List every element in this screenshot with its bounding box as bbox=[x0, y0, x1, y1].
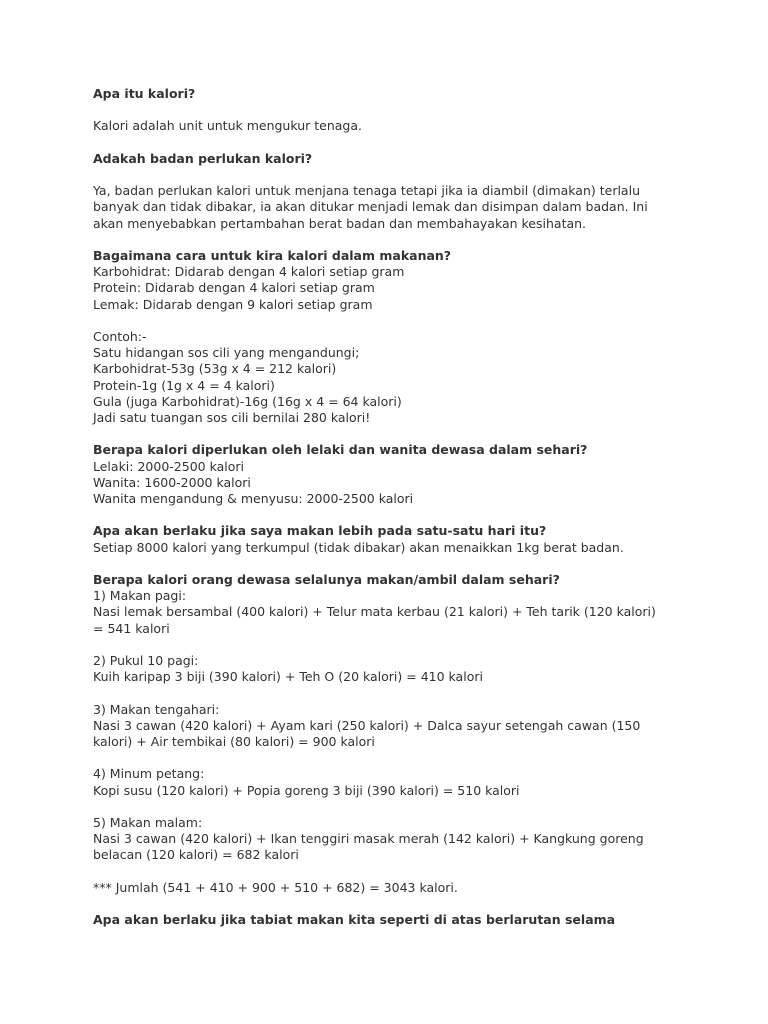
meal-line: Nasi lemak bersambal (400 kalori) + Telur mata kerbau (21 kalori) + Teh tarik (120 kalori) bbox=[93, 604, 656, 620]
list-item: Protein: Didarab dengan 4 kalori setiap gram bbox=[93, 280, 375, 296]
heading-body-needs-calorie: Adakah badan perlukan kalori? bbox=[93, 150, 313, 166]
list-item: Wanita: 1600-2000 kalori bbox=[93, 474, 251, 490]
heading-typical-intake: Berapa kalori orang dewasa selalunya makan/ambil dalam sehari? bbox=[93, 571, 560, 587]
meal-line: Nasi 3 cawan (420 kalori) + Ikan tenggiri masak merah (142 kalori) + Kangkung goreng bbox=[93, 831, 644, 847]
meal-line: Kopi susu (120 kalori) + Popia goreng 3 biji (390 kalori) = 510 kalori bbox=[93, 782, 520, 798]
meal-title: 5) Makan malam: bbox=[93, 814, 203, 830]
heading-how-to-count: Bagaimana cara untuk kira kalori dalam makanan? bbox=[93, 247, 452, 263]
example-line: Karbohidrat-53g (53g x 4 = 212 kalori) bbox=[93, 361, 337, 377]
meal-line: = 541 kalori bbox=[93, 620, 170, 636]
list-item: Karbohidrat: Didarab dengan 4 kalori setiap gram bbox=[93, 264, 405, 280]
paragraph-line: banyak dan tidak dibakar, ia akan ditukar menjadi lemak dan disimpan dalam badan. Ini bbox=[93, 199, 648, 215]
heading-overeating: Apa akan berlaku jika saya makan lebih pada satu-satu hari itu? bbox=[93, 523, 547, 539]
paragraph-line: Ya, badan perlukan kalori untuk menjana tenaga tetapi jika ia diambil (dimakan) terlalu bbox=[93, 183, 640, 199]
heading-daily-needs: Berapa kalori diperlukan oleh lelaki dan wanita dewasa dalam sehari? bbox=[93, 442, 588, 458]
example-line: Protein-1g (1g x 4 = 4 kalori) bbox=[93, 377, 275, 393]
list-item: Lelaki: 2000-2500 kalori bbox=[93, 458, 244, 474]
meal-line: kalori) + Air tembikai (80 kalori) = 900 kalori bbox=[93, 733, 375, 749]
meal-title: 4) Minum petang: bbox=[93, 766, 205, 782]
heading-what-is-calorie: Apa itu kalori? bbox=[93, 86, 196, 101]
meal-title: 1) Makan pagi: bbox=[93, 588, 187, 604]
meal-line: Kuih karipap 3 biji (390 kalori) + Teh O (20 kalori) = 410 kalori bbox=[93, 669, 483, 685]
heading-long-term: Apa akan berlaku jika tabiat makan kita seperti di atas berlarutan selama bbox=[93, 912, 616, 928]
paragraph-line: Setiap 8000 kalori yang terkumpul (tidak dibakar) akan menaikkan 1kg berat badan. bbox=[93, 539, 624, 555]
meal-line: belacan (120 kalori) = 682 kalori bbox=[93, 847, 299, 863]
paragraph-line: akan menyebabkan pertambahan berat badan dan membahayakan kesihatan. bbox=[93, 215, 587, 231]
example-line: Gula (juga Karbohidrat)-16g (16g x 4 = 64 kalori) bbox=[93, 393, 402, 409]
example-line: Jadi satu tuangan sos cili bernilai 280 kalori! bbox=[93, 409, 371, 425]
list-item: Lemak: Didarab dengan 9 kalori setiap gram bbox=[93, 296, 373, 312]
meal-line: Nasi 3 cawan (420 kalori) + Ayam kari (250 kalori) + Dalca sayur setengah cawan (150 bbox=[93, 717, 641, 733]
meal-title: 2) Pukul 10 pagi: bbox=[93, 652, 199, 668]
total-line: *** Jumlah (541 + 410 + 900 + 510 + 682) = 3043 kalori. bbox=[93, 879, 458, 895]
example-line: Contoh:- bbox=[93, 328, 147, 344]
paragraph: Kalori adalah unit untuk mengukur tenaga. bbox=[93, 118, 362, 134]
document-page bbox=[93, 86, 693, 928]
meal-title: 3) Makan tengahari: bbox=[93, 701, 220, 717]
list-item: Wanita mengandung & menyusu: 2000-2500 kalori bbox=[93, 490, 414, 506]
example-line: Satu hidangan sos cili yang mengandungi; bbox=[93, 345, 360, 361]
